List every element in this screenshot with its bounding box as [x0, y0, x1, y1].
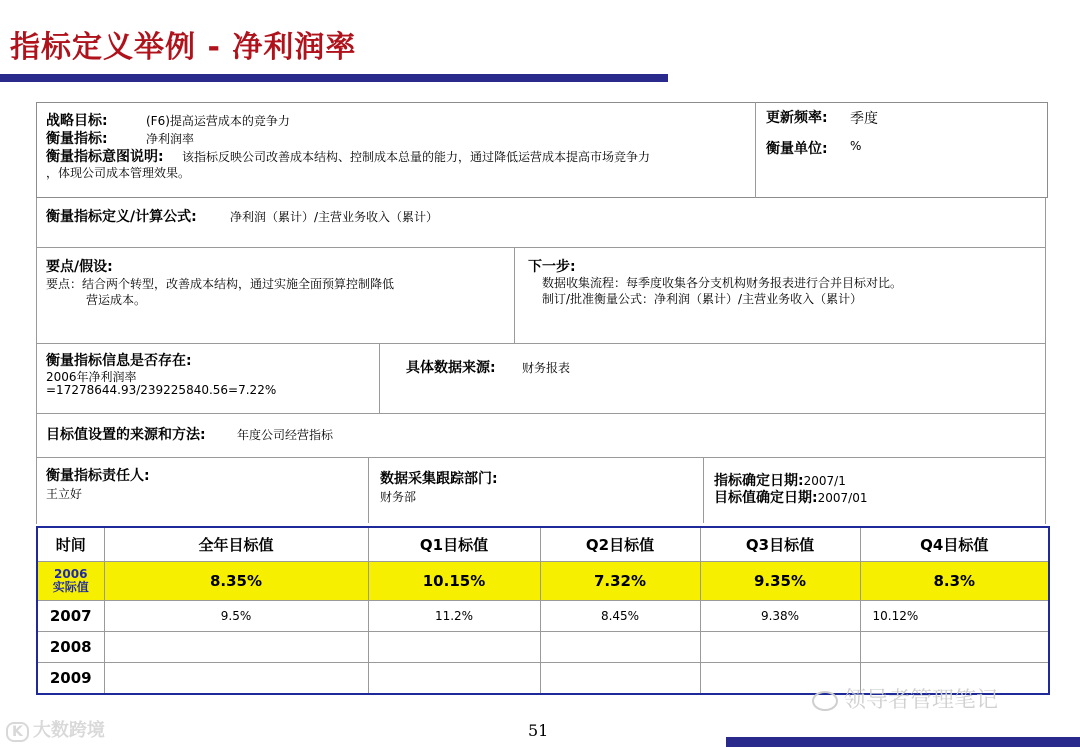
- target-source-label: 目标值设置的来源和方法:: [46, 427, 206, 443]
- points-line1: 要点：结合两个转型，改善成本结构，通过实施全面预算控制降低: [46, 277, 395, 291]
- unit-label: 衡量单位:: [766, 141, 828, 157]
- info-label: 衡量指标信息是否存在:: [46, 353, 192, 369]
- row-annual: [104, 663, 368, 695]
- divider-formula: [36, 247, 1046, 248]
- divider-next-step: [514, 247, 515, 343]
- dept-value: 财务部: [380, 490, 417, 504]
- strategy-label: 战略目标:: [46, 113, 108, 129]
- date1-value: 2007/1: [803, 474, 846, 488]
- watermark-logo-icon: K: [6, 722, 29, 742]
- row-q2: 8.45%: [540, 601, 700, 632]
- top-divider: [755, 102, 756, 198]
- wechat-icon: [812, 691, 838, 711]
- owner-value: 王立好: [46, 487, 83, 501]
- intent-value-line2: ，体现公司成本管理效果。: [46, 166, 191, 180]
- unit-value: %: [850, 139, 862, 153]
- watermark-left-text: 大数跨境: [32, 720, 105, 741]
- watermark-right-text: 领导者管理笔记: [844, 688, 999, 713]
- row-q1: 11.2%: [368, 601, 540, 632]
- source-label: 具体数据来源:: [406, 360, 496, 376]
- metric-label: 衡量指标:: [46, 131, 108, 147]
- header-q3: Q3目标值: [700, 527, 860, 562]
- row-year: 2007: [37, 601, 104, 632]
- header-q2: Q2目标值: [540, 527, 700, 562]
- page-number: 51: [528, 721, 549, 740]
- table-row: [37, 632, 1049, 663]
- actual-label: 实际值: [52, 580, 89, 594]
- dept-label: 数据采集跟踪部门:: [380, 471, 498, 487]
- actual-year-cell: [37, 562, 104, 601]
- actual-q4: 8.3%: [860, 562, 1049, 601]
- footer-bar: [726, 737, 1080, 747]
- frequency-value: 季度: [850, 111, 878, 127]
- row-q3: 9.38%: [700, 601, 860, 632]
- next-step-line2: 制订/批准衡量公式：净利润（累计）/主营业务收入（累计）: [542, 292, 863, 306]
- divider-source: [379, 343, 380, 413]
- table-header-row: [37, 527, 1049, 562]
- frequency-label: 更新频率:: [766, 110, 828, 126]
- strategy-value: (F6)提高运营成本的竞争力: [146, 114, 290, 128]
- info-line1: 2006年净利润率: [46, 370, 137, 384]
- actual-q1: 10.15%: [368, 562, 540, 601]
- metric-value: 净利润率: [146, 132, 195, 146]
- date2-value: 2007/01: [817, 491, 868, 505]
- header-time: 时间: [37, 527, 104, 562]
- watermark-right: [812, 683, 998, 714]
- row-annual: 9.5%: [104, 601, 368, 632]
- row-q2: [540, 632, 700, 663]
- header-annual: 全年目标值: [104, 527, 368, 562]
- target-source-value: 年度公司经营指标: [237, 428, 334, 442]
- formula-value: 净利润（累计）/主营业务收入（累计）: [230, 210, 439, 224]
- row-q3: [700, 632, 860, 663]
- date2: [714, 487, 867, 507]
- row-annual: [104, 632, 368, 663]
- date1-label: 指标确定日期:: [714, 473, 804, 489]
- points-label: 要点/假设:: [46, 259, 113, 275]
- divider-target: [36, 457, 1046, 458]
- divider-dept: [368, 457, 369, 523]
- row-q2: [540, 663, 700, 695]
- header-q4: Q4目标值: [860, 527, 1049, 562]
- page-title: 指标定义举例 - 净利润率: [10, 30, 357, 65]
- info-line2: =17278644.93/239225840.56=7.22%: [46, 383, 277, 397]
- row-q1: [368, 632, 540, 663]
- header-q1: Q1目标值: [368, 527, 540, 562]
- formula-label: 衡量指标定义/计算公式:: [46, 209, 197, 225]
- row-q1: [368, 663, 540, 695]
- source-value: 财务报表: [522, 361, 571, 375]
- actual-q2: 7.32%: [540, 562, 700, 601]
- intent-label: 衡量指标意图说明:: [46, 149, 164, 165]
- row-year: 2009: [37, 663, 104, 695]
- row-q4: [860, 632, 1049, 663]
- actual-q3: 9.35%: [700, 562, 860, 601]
- divider-points: [36, 343, 1046, 344]
- row-q4: 10.12%: [860, 601, 1049, 632]
- owner-label: 衡量指标责任人:: [46, 468, 150, 484]
- table-row: [37, 601, 1049, 632]
- next-step-line1: 数据收集流程：每季度收集各分支机构财务报表进行合并目标对比。: [542, 276, 903, 290]
- actual-year: 2006: [54, 567, 88, 581]
- title-underline: [0, 74, 668, 82]
- table-row-actual: [37, 562, 1049, 601]
- watermark-left: [6, 716, 105, 742]
- date2-label: 目标值确定日期:: [714, 490, 818, 506]
- actual-annual: 8.35%: [104, 562, 368, 601]
- intent-value-line1: 该指标反映公司改善成本结构、控制成本总量的能力，通过降低运营成本提高市场竞争力: [182, 150, 651, 164]
- row-year: 2008: [37, 632, 104, 663]
- points-line2: 营运成本。: [86, 293, 147, 307]
- target-table: [36, 526, 1050, 695]
- divider-info: [36, 413, 1046, 414]
- next-step-label: 下一步:: [528, 259, 576, 275]
- divider-dates: [703, 457, 704, 523]
